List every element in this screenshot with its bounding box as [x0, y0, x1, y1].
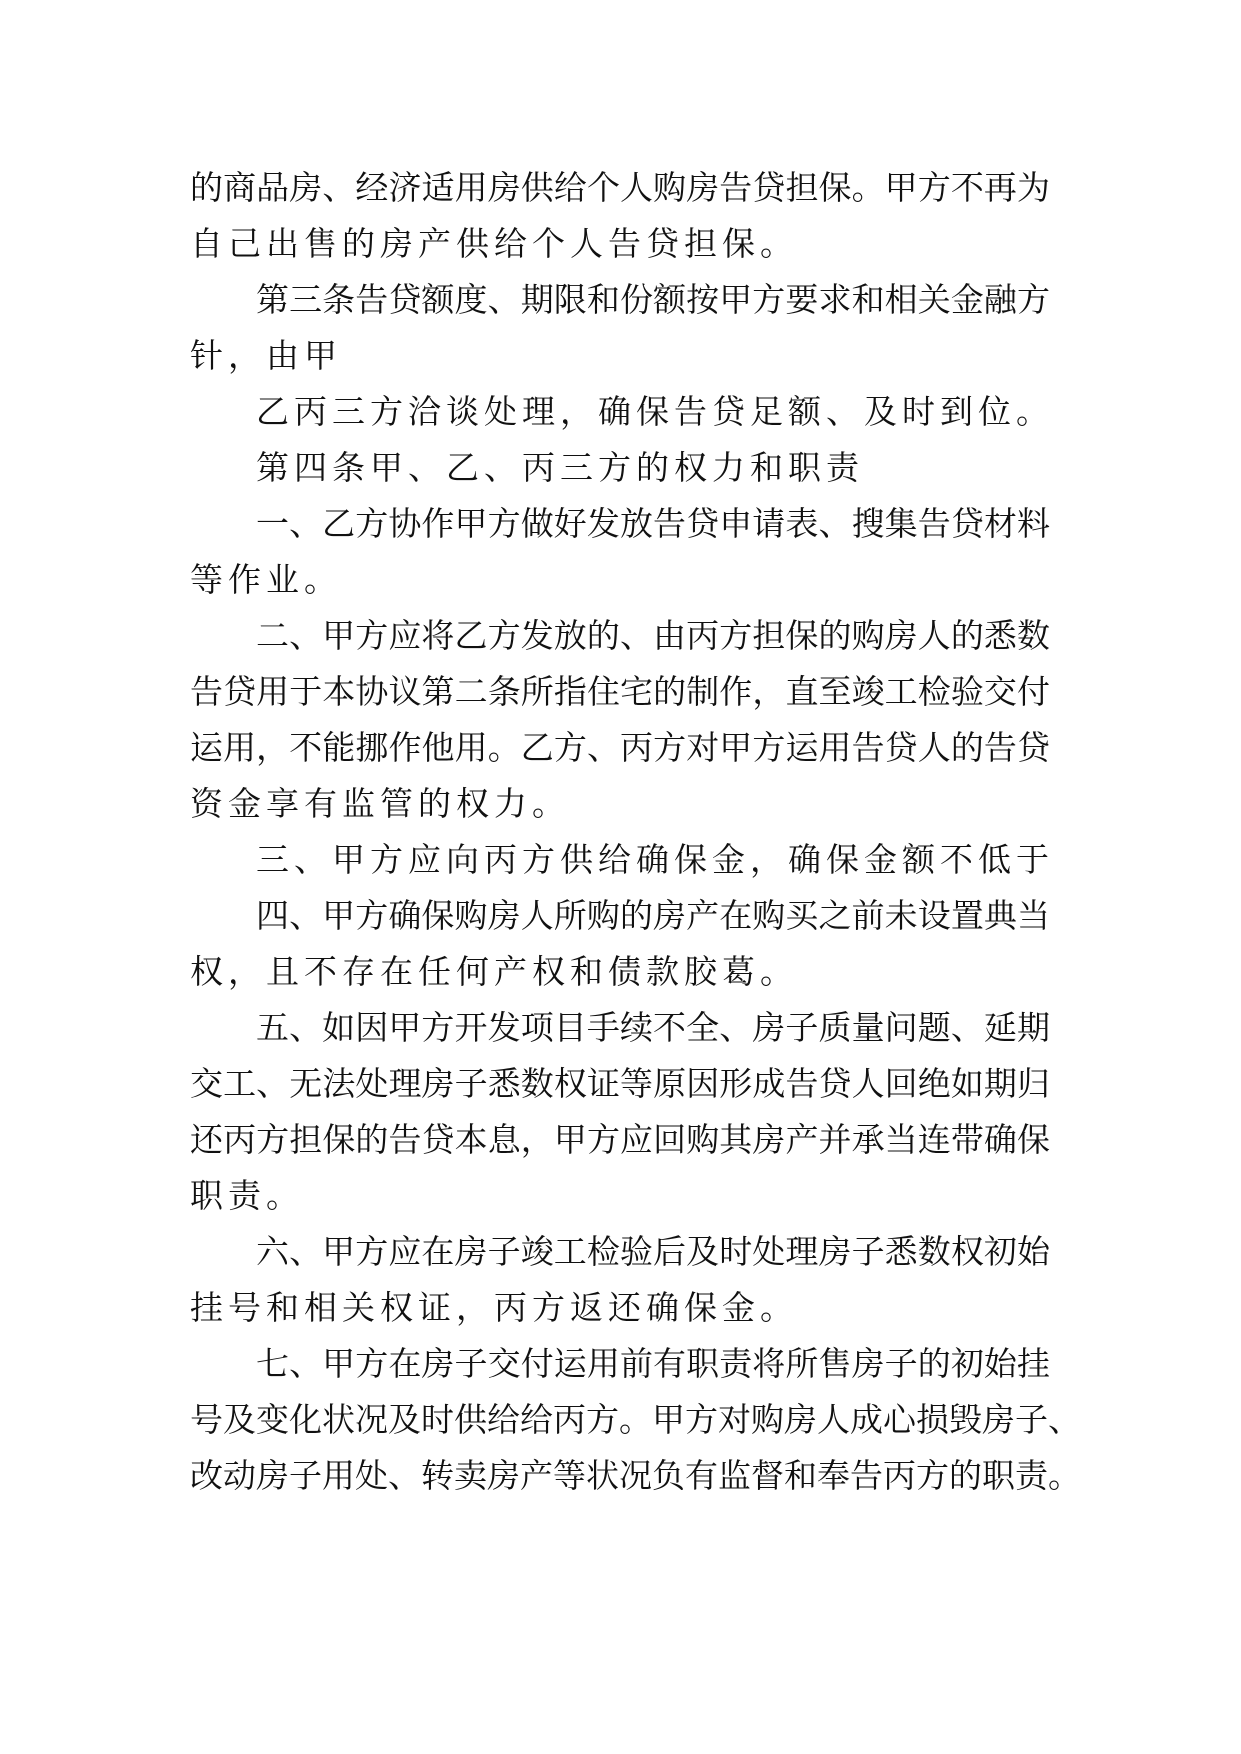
text-line: 乙丙三方洽谈处理，确保告贷足额、及时到位。 [256, 392, 1054, 431]
clause-five-line: 五、如因甲方开发项目手续不全、房子质量问题、延期 [256, 1008, 1050, 1047]
article-four-heading: 第四条甲、乙、丙三方的权力和职责 [256, 448, 864, 487]
clause-three-line: 三、甲方应向丙方供给确保金，确保金额不低于 [256, 840, 1054, 879]
article-three-heading-line: 第三条告贷额度、期限和份额按甲方要求和相关金融方 [256, 280, 1050, 319]
clause-two-line: 二、甲方应将乙方发放的、由丙方担保的购房人的悉数 [256, 616, 1050, 655]
text-line: 交工、无法处理房子悉数权证等原因形成告贷人回绝如期归 [190, 1064, 1050, 1103]
text-line: 资金享有监管的权力。 [190, 784, 570, 823]
text-line: 职责。 [190, 1176, 304, 1215]
text-line: 改动房子用处、转卖房产等状况负有监督和奉告丙方的职责。 [190, 1456, 1081, 1495]
clause-six-line: 六、甲方应在房子竣工检验后及时处理房子悉数权初始 [256, 1232, 1050, 1271]
text-line: 针，由甲 [190, 336, 342, 375]
text-line: 挂号和相关权证，丙方返还确保金。 [190, 1288, 798, 1327]
text-line: 等作业。 [190, 560, 342, 599]
text-line: 号及变化状况及时供给给丙方。甲方对购房人成心损毁房子、 [190, 1400, 1081, 1439]
text-line: 运用，不能挪作他用。乙方、丙方对甲方运用告贷人的告贷 [190, 728, 1050, 767]
text-line: 权，且不存在任何产权和债款胶葛。 [190, 952, 798, 991]
clause-four-line: 四、甲方确保购房人所购的房产在购买之前未设置典当 [256, 896, 1050, 935]
clause-one-line: 一、乙方协作甲方做好发放告贷申请表、搜集告贷材料 [256, 504, 1050, 543]
document-body [190, 160, 1081, 1504]
text-line: 的商品房、经济适用房供给个人购房告贷担保。甲方不再为 [190, 168, 1050, 207]
clause-seven-line: 七、甲方在房子交付运用前有职责将所售房子的初始挂 [256, 1344, 1050, 1383]
text-line: 告贷用于本协议第二条所指住宅的制作，直至竣工检验交付 [190, 672, 1050, 711]
text-line: 还丙方担保的告贷本息，甲方应回购其房产并承当连带确保 [190, 1120, 1050, 1159]
text-line: 自己出售的房产供给个人告贷担保。 [190, 224, 798, 263]
